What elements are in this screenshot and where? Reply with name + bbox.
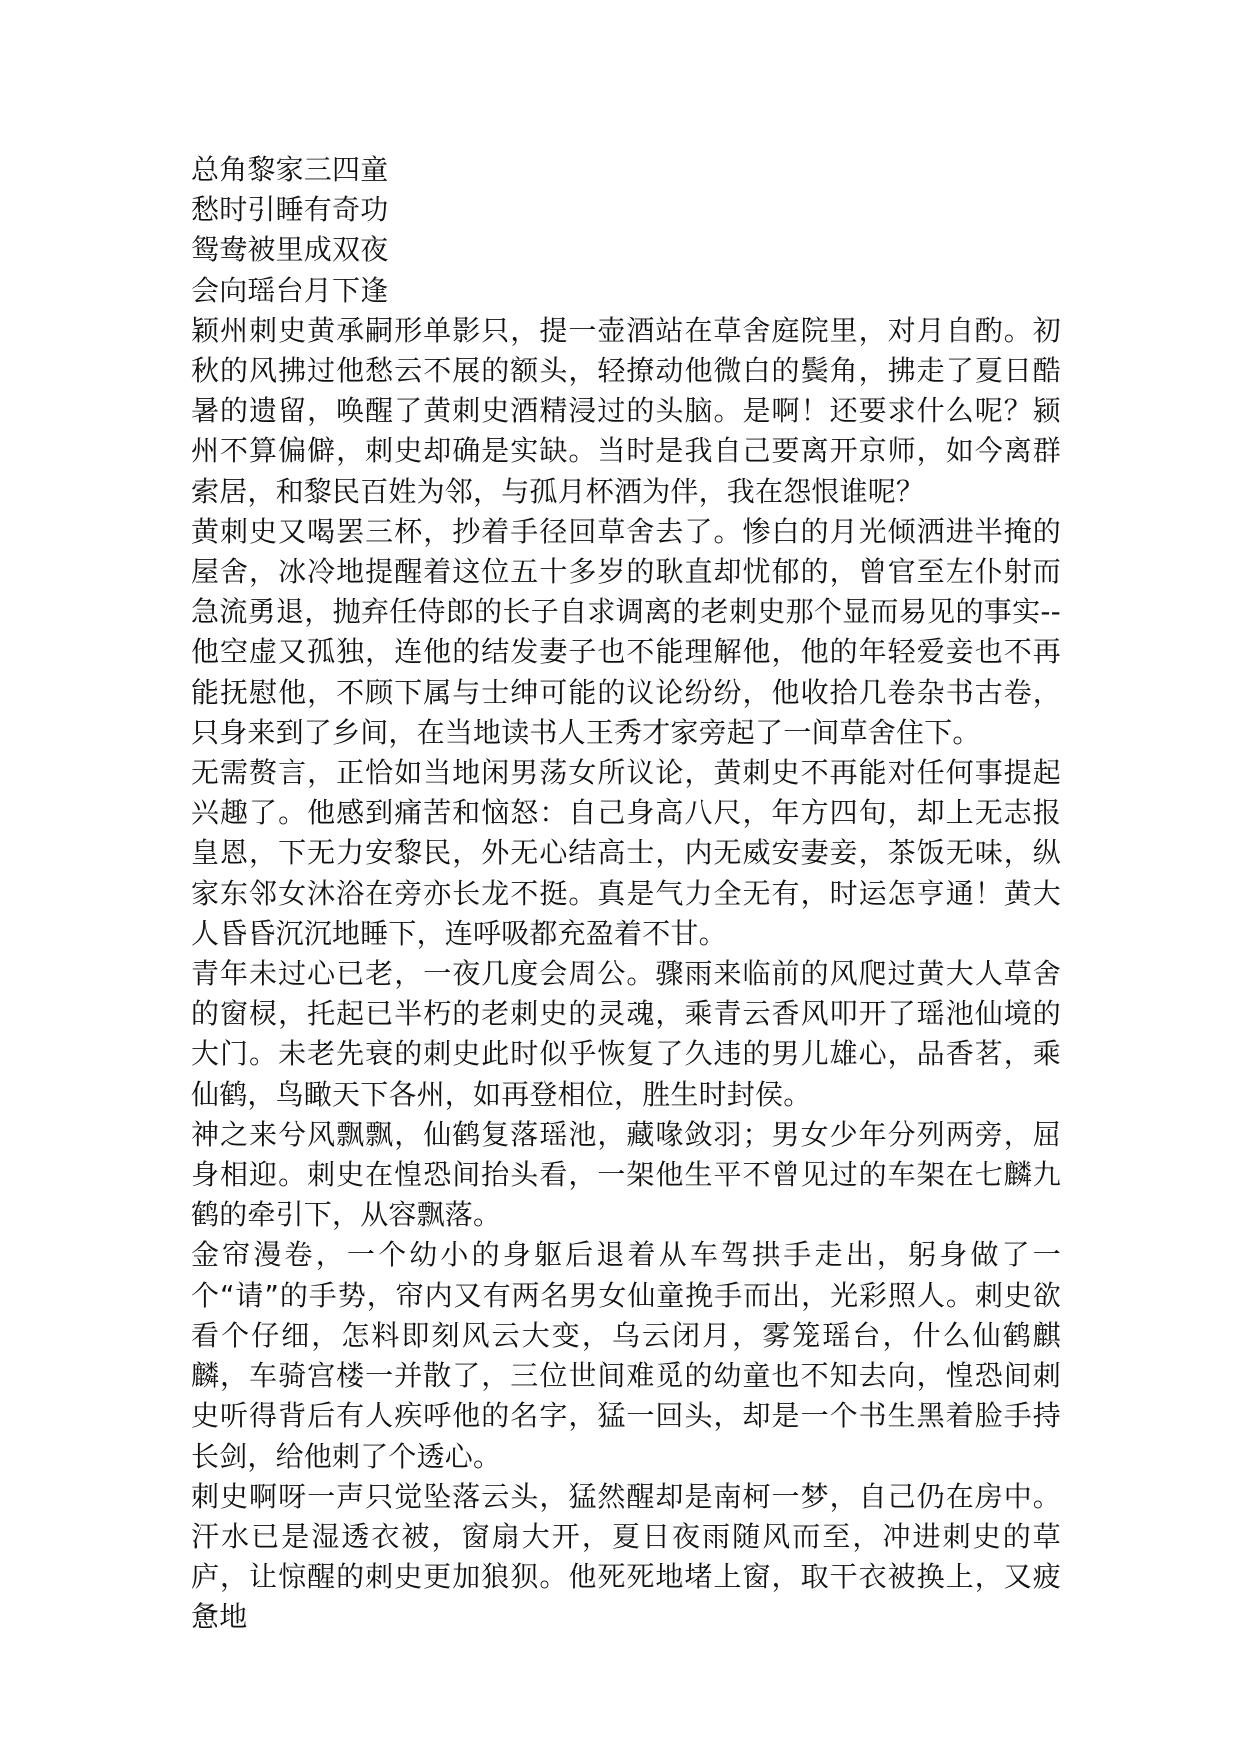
poem-line: 会向瑶台月下逢 — [191, 273, 389, 307]
document-body — [191, 150, 1061, 1638]
paragraph: 无需赘言，正恰如当地闲男荡女所议论，黄刺史不再能对任何事提起兴趣了。他感到痛苦和恼怒：自己身高八尺，年方四旬，却上无志报皇恩，下无力安黎民，外无心结高士，内无威安妻妾，茶饭无味，纵家东邻女沐浴在旁亦长龙不挺。真是气力全无有，时运怎亨通！黄大人昏昏沉沉地睡下，连呼吸都充盈着不甘。 — [191, 756, 1061, 950]
paragraph: 刺史啊呀一声只觉坠落云头，猛然醒却是南柯一梦，自己仍在房中。汗水已是湿透衣被，窗扇大开，夏日夜雨随风而至，冲进刺史的草庐，让惊醒的刺史更加狼狈。他死死地堵上窗，取干衣被换上，又疲惫地 — [191, 1479, 1061, 1634]
poem-line: 鸳鸯被里成双夜 — [191, 233, 389, 267]
paragraph: 金帘漫卷，一个幼小的身躯后退着从车驾拱手走出，躬身做了一个“请”的手势，帘内又有两名男女仙童挽手而出，光彩照人。刺史欲看个仔细，怎料即刻风云大变，乌云闭月，雾笼瑶台，什么仙鹤麒麟，车骑宫楼一并散了，三位世间难觅的幼童也不知去向，惶恐间刺史听得背后有人疾呼他的名字，猛一回头，却是一个书生黑着脸手持长剑，给他刺了个透心。 — [191, 1238, 1061, 1473]
paragraph: 青年未过心已老，一夜几度会周公。骤雨来临前的风爬过黄大人草舍的窗棂，托起已半朽的老刺史的灵魂，乘青云香风叩开了瑶池仙境的大门。未老先衰的刺史此时似乎恢复了久违的男儿雄心，品香茗，乘仙鹤，鸟瞰天下各州，如再登相位，胜生时封侯。 — [191, 957, 1061, 1111]
poem-line: 总角黎家三四童 — [191, 153, 389, 186]
paragraph: 颖州刺史黄承嗣形单影只，提一壶酒站在草舍庭院里，对月自酌。初秋的风拂过他愁云不展的额头，轻撩动他微白的鬓角，拂走了夏日酷暑的遗留，唤醒了黄刺史酒精浸过的头脑。是啊！还要求什么呢？颍州不算偏僻，刺史却确是实缺。当时是我自己要离开京师，如今离群索居，和黎民百姓为邻，与孤月杯酒为伴，我在怨恨谁呢？ — [191, 313, 1061, 508]
poem-line: 愁时引睡有奇功 — [191, 193, 389, 227]
paragraph: 神之来兮风飘飘，仙鹤复落瑶池，藏喙敛羽；男女少年分列两旁，屈身相迎。刺史在惶恐间抬头看，一架他生平不曾见过的车架在七麟九鹤的牵引下，从容飘落。 — [191, 1117, 1061, 1232]
paragraph: 黄刺史又喝罢三杯，抄着手径回草舍去了。惨白的月光倾洒进半掩的屋舍，冰冷地提醒着这位五十多岁的耿直却忧郁的，曾官至左仆射而急流勇退，抛弃任侍郎的长子自求调离的老刺史那个显而易见的事实--他空虚又孤独，连他的结发妻子也不能理解他，他的年轻爱妾也不再能抚慰他，不顾下属与士绅可能的议论纷纷，他收拾几卷杂书古卷，只身来到了乡间，在当地读书人王秀才家旁起了一间草舍住下。 — [191, 514, 1061, 749]
